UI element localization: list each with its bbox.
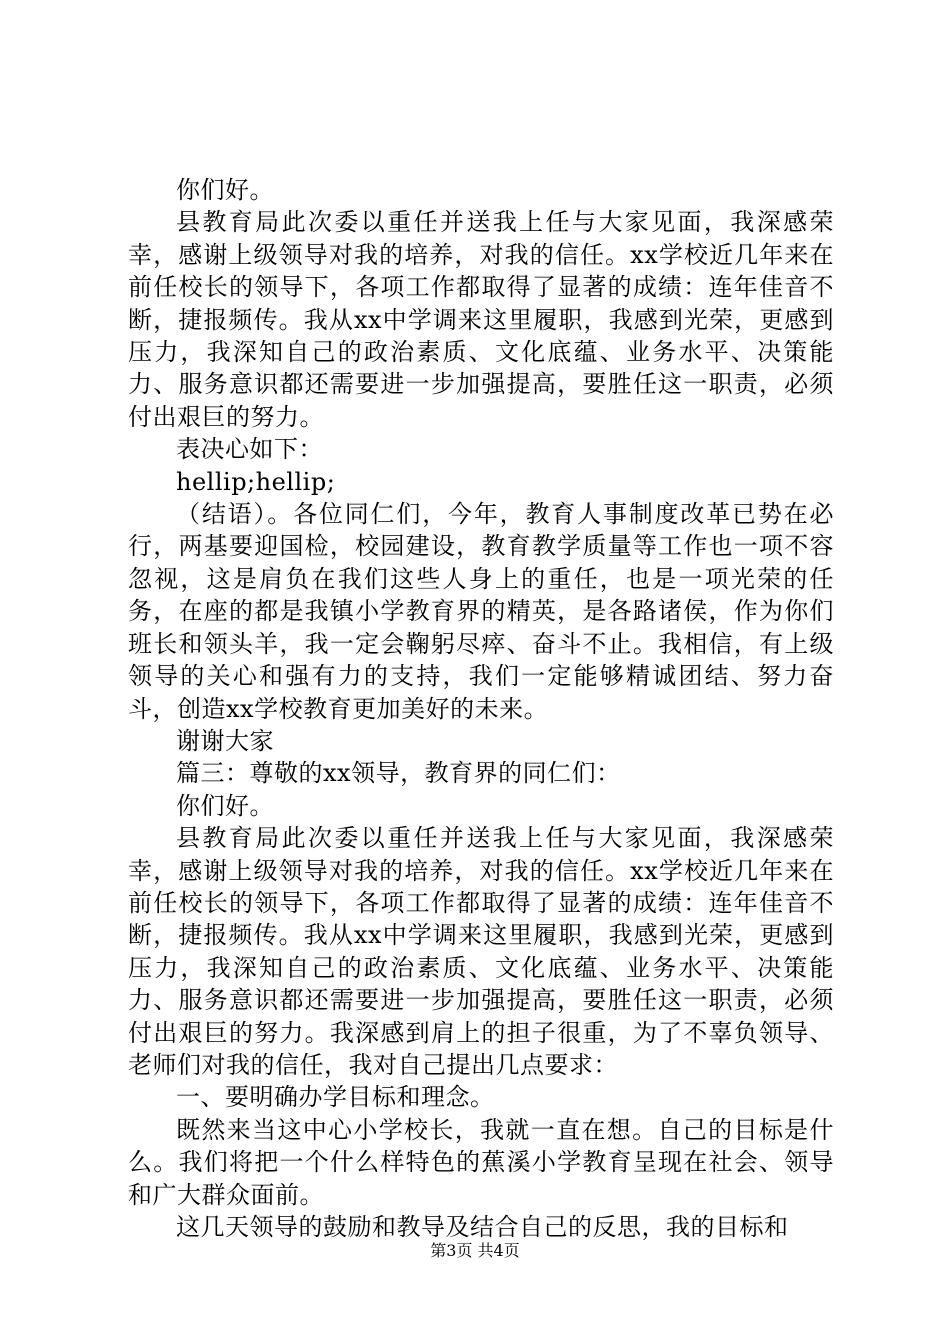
page-number-label: 第3页 共4页 (430, 1241, 520, 1260)
paragraph-goal-thoughts: 既然来当这中心小学校长，我就一直在想。自己的目标是什么。我们将把一个什么样特色的蕉溪小学教育呈现在社会、领导和广大群众面前。 (128, 1115, 834, 1209)
paragraph-greeting-2: 你们好。 (176, 791, 274, 820)
paragraph-speech-intro-2: 县教育局此次委以重任并送我上任与大家见面，我深感荣幸，感谢上级领导对我的培养，对我的信任。xx学校近几年来在前任校长的领导下，各项工作都取得了显著的成绩：连年佳音不断，捷报频传。我从xx中学调来这里履职，我感到光荣，更感到压力，我深知自己的政治素质、文化底蕴、业务水平、决策能力、服务意识都还需要进一步加强提高，要胜任这一职责，必须付出艰巨的努力。我深感到肩上的担子很重，为了不辜负领导、老师们对我的信任，我对自己提出几点要求： (128, 824, 834, 1079)
paragraph-resolution-heading: 表决心如下： (176, 435, 323, 464)
paragraph-ellipsis: hellip;hellip; (176, 467, 336, 496)
page-footer (0, 1240, 950, 1262)
paragraph-speech-intro: 县教育局此次委以重任并送我上任与大家见面，我深感荣幸，感谢上级领导对我的培养，对我的信任。xx学校近几年来在前任校长的领导下，各项工作都取得了显著的成绩：连年佳音不断，捷报频传。我从xx中学调来这里履职，我感到光荣，更感到压力，我深知自己的政治素质、文化底蕴、业务水平、决策能力、服务意识都还需要进一步加强提高，要胜任这一职责，必须付出艰巨的努力。 (128, 208, 834, 431)
paragraph-thanks: 谢谢大家 (176, 726, 274, 755)
paragraph-goal-heading: 一、要明确办学目标和理念。 (176, 1083, 495, 1112)
document-body (128, 174, 834, 1243)
paragraph-goal-continued: 这几天领导的鼓励和教导及结合自己的反思，我的目标和 (176, 1213, 789, 1241)
paragraph-conclusion: （结语）。各位同仁们，今年，教育人事制度改革已势在必行，两基要迎国检，校园建设，教育教学质量等工作也一项不容忽视，这是肩负在我们这些人身上的重任，也是一项光荣的任务，在座的都是我镇小学教育界的精英，是各路诸侯，作为你们班长和领头羊，我一定会鞠躬尽瘁、奋斗不止。我相信，有上级领导的关心和强有力的支持，我们一定能够精诚团结、努力奋斗，创造xx学校教育更加美好的未来。 (128, 500, 834, 723)
paragraph-section-three-title: 篇三：尊敬的xx领导，教育界的同仁们： (176, 759, 621, 788)
paragraph-greeting: 你们好。 (176, 176, 274, 204)
